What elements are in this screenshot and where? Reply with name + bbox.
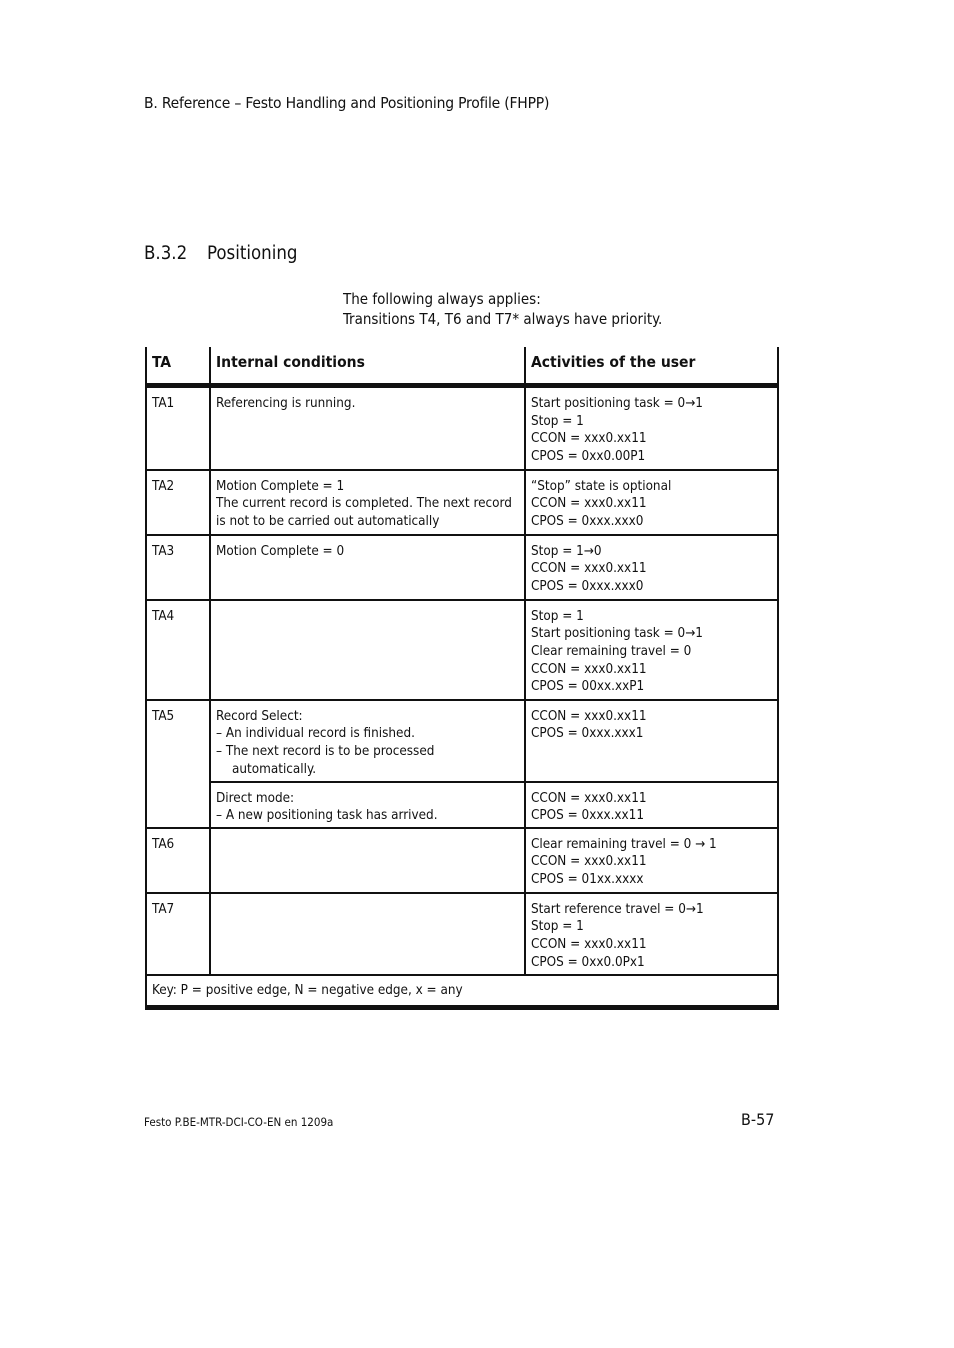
- conditions-line: Motion Complete = 0: [216, 543, 345, 559]
- activities-line: CCON = xxx0.xx11: [531, 431, 647, 447]
- activities-line: CCON = xxx0.xx11: [531, 790, 647, 806]
- activities-line: Stop = 1: [531, 608, 584, 624]
- table-header-row: [146, 347, 778, 386]
- table-row: [146, 828, 778, 893]
- activities-line: CPOS = 0xxx.xx11: [531, 808, 645, 824]
- conditions-cell: [210, 470, 525, 535]
- table-row: [146, 700, 778, 782]
- table-row: [146, 893, 778, 975]
- page-number: B-57: [741, 1110, 775, 1129]
- activities-line: CCON = xxx0.xx11: [531, 854, 647, 870]
- conditions-line: Referencing is running.: [216, 396, 356, 411]
- conditions-line: Direct mode:: [216, 790, 295, 806]
- conditions-cell: [210, 893, 525, 975]
- activities-line: CCON = xxx0.xx11: [531, 496, 647, 512]
- activities-line: Clear remaining travel = 0 → 1: [531, 836, 717, 852]
- conditions-line: is not to be carried out automatically: [216, 513, 440, 529]
- activities-line: CCON = xxx0.xx11: [531, 661, 647, 677]
- conditions-cell: [210, 600, 525, 700]
- header-activities: Activities of the user: [525, 347, 778, 386]
- conditions-cell: [210, 782, 525, 828]
- key-text: Key: P = positive edge, N = negative edge, x = any: [146, 975, 778, 1008]
- activities-line: CPOS = 0xxx.xxx1: [531, 726, 644, 742]
- activities-cell: [525, 535, 778, 600]
- activities-line: Start positioning task = 0→1: [531, 626, 703, 642]
- running-header: B. Reference – Festo Handling and Positioning Profile (FHPP): [144, 94, 550, 112]
- conditions-cell: [210, 700, 525, 782]
- table-row: [146, 470, 778, 535]
- activities-cell: [525, 600, 778, 700]
- activities-line: Start positioning task = 0→1: [531, 396, 703, 411]
- header-ta: TA: [146, 347, 210, 386]
- conditions-line: The current record is completed. The next record: [216, 496, 512, 512]
- footer-doc-id: Festo P.BE-MTR-DCI-CO-EN en 1209a: [144, 1115, 334, 1129]
- activities-cell: [525, 828, 778, 893]
- intro-line: The following always applies:: [343, 290, 541, 308]
- activities-line: Start reference travel = 0→1: [531, 901, 704, 917]
- table-row: [146, 600, 778, 700]
- activities-cell: [525, 893, 778, 975]
- conditions-cell: [210, 828, 525, 893]
- activities-line: CPOS = 00xx.xxP1: [531, 679, 645, 695]
- transition-table: [145, 347, 779, 1010]
- ta-cell: TA3: [146, 535, 210, 600]
- activities-line: Clear remaining travel = 0: [531, 643, 692, 659]
- table-row: [146, 535, 778, 600]
- activities-cell: [525, 782, 778, 828]
- activities-line: “Stop” state is optional: [531, 478, 672, 494]
- activities-line: CPOS = 0xx0.00P1: [531, 449, 646, 465]
- conditions-line: – An individual record is finished.: [216, 726, 415, 742]
- ta-cell: TA7: [146, 893, 210, 975]
- activities-line: CPOS = 0xxx.xxx0: [531, 513, 644, 529]
- activities-cell: [525, 470, 778, 535]
- ta-cell: TA4: [146, 600, 210, 700]
- conditions-line: – The next record is to be processed automatically.: [216, 743, 435, 777]
- activities-line: Stop = 1→0: [531, 543, 602, 559]
- conditions-line: Record Select:: [216, 708, 303, 724]
- ta-cell: TA6: [146, 828, 210, 893]
- activities-line: Stop = 1: [531, 919, 584, 935]
- conditions-line: – A new positioning task has arrived.: [216, 808, 438, 824]
- table-row: [146, 386, 778, 470]
- section-heading: [144, 243, 297, 264]
- key-row: [146, 975, 778, 1008]
- table-row: [146, 782, 778, 828]
- section-title: Positioning: [207, 243, 298, 264]
- ta-cell: TA1: [146, 386, 210, 470]
- conditions-cell: [210, 386, 525, 470]
- activities-line: CCON = xxx0.xx11: [531, 561, 647, 577]
- intro-line: Transitions T4, T6 and T7* always have priority.: [343, 310, 663, 328]
- conditions-line: Motion Complete = 1: [216, 478, 345, 494]
- activities-cell: [525, 386, 778, 470]
- activities-line: CCON = xxx0.xx11: [531, 936, 647, 952]
- activities-line: CPOS = 0xxx.xxx0: [531, 578, 644, 594]
- conditions-cell: [210, 535, 525, 600]
- activities-line: CPOS = 0xx0.0Px1: [531, 954, 645, 970]
- ta-cell: TA5: [146, 700, 210, 828]
- section-number: B.3.2: [144, 243, 188, 264]
- activities-line: CCON = xxx0.xx11: [531, 708, 647, 724]
- intro-text: [343, 289, 662, 329]
- header-conditions: Internal conditions: [210, 347, 525, 386]
- ta-cell: TA2: [146, 470, 210, 535]
- activities-line: Stop = 1: [531, 413, 584, 429]
- activities-cell: [525, 700, 778, 782]
- activities-line: CPOS = 01xx.xxxx: [531, 871, 644, 887]
